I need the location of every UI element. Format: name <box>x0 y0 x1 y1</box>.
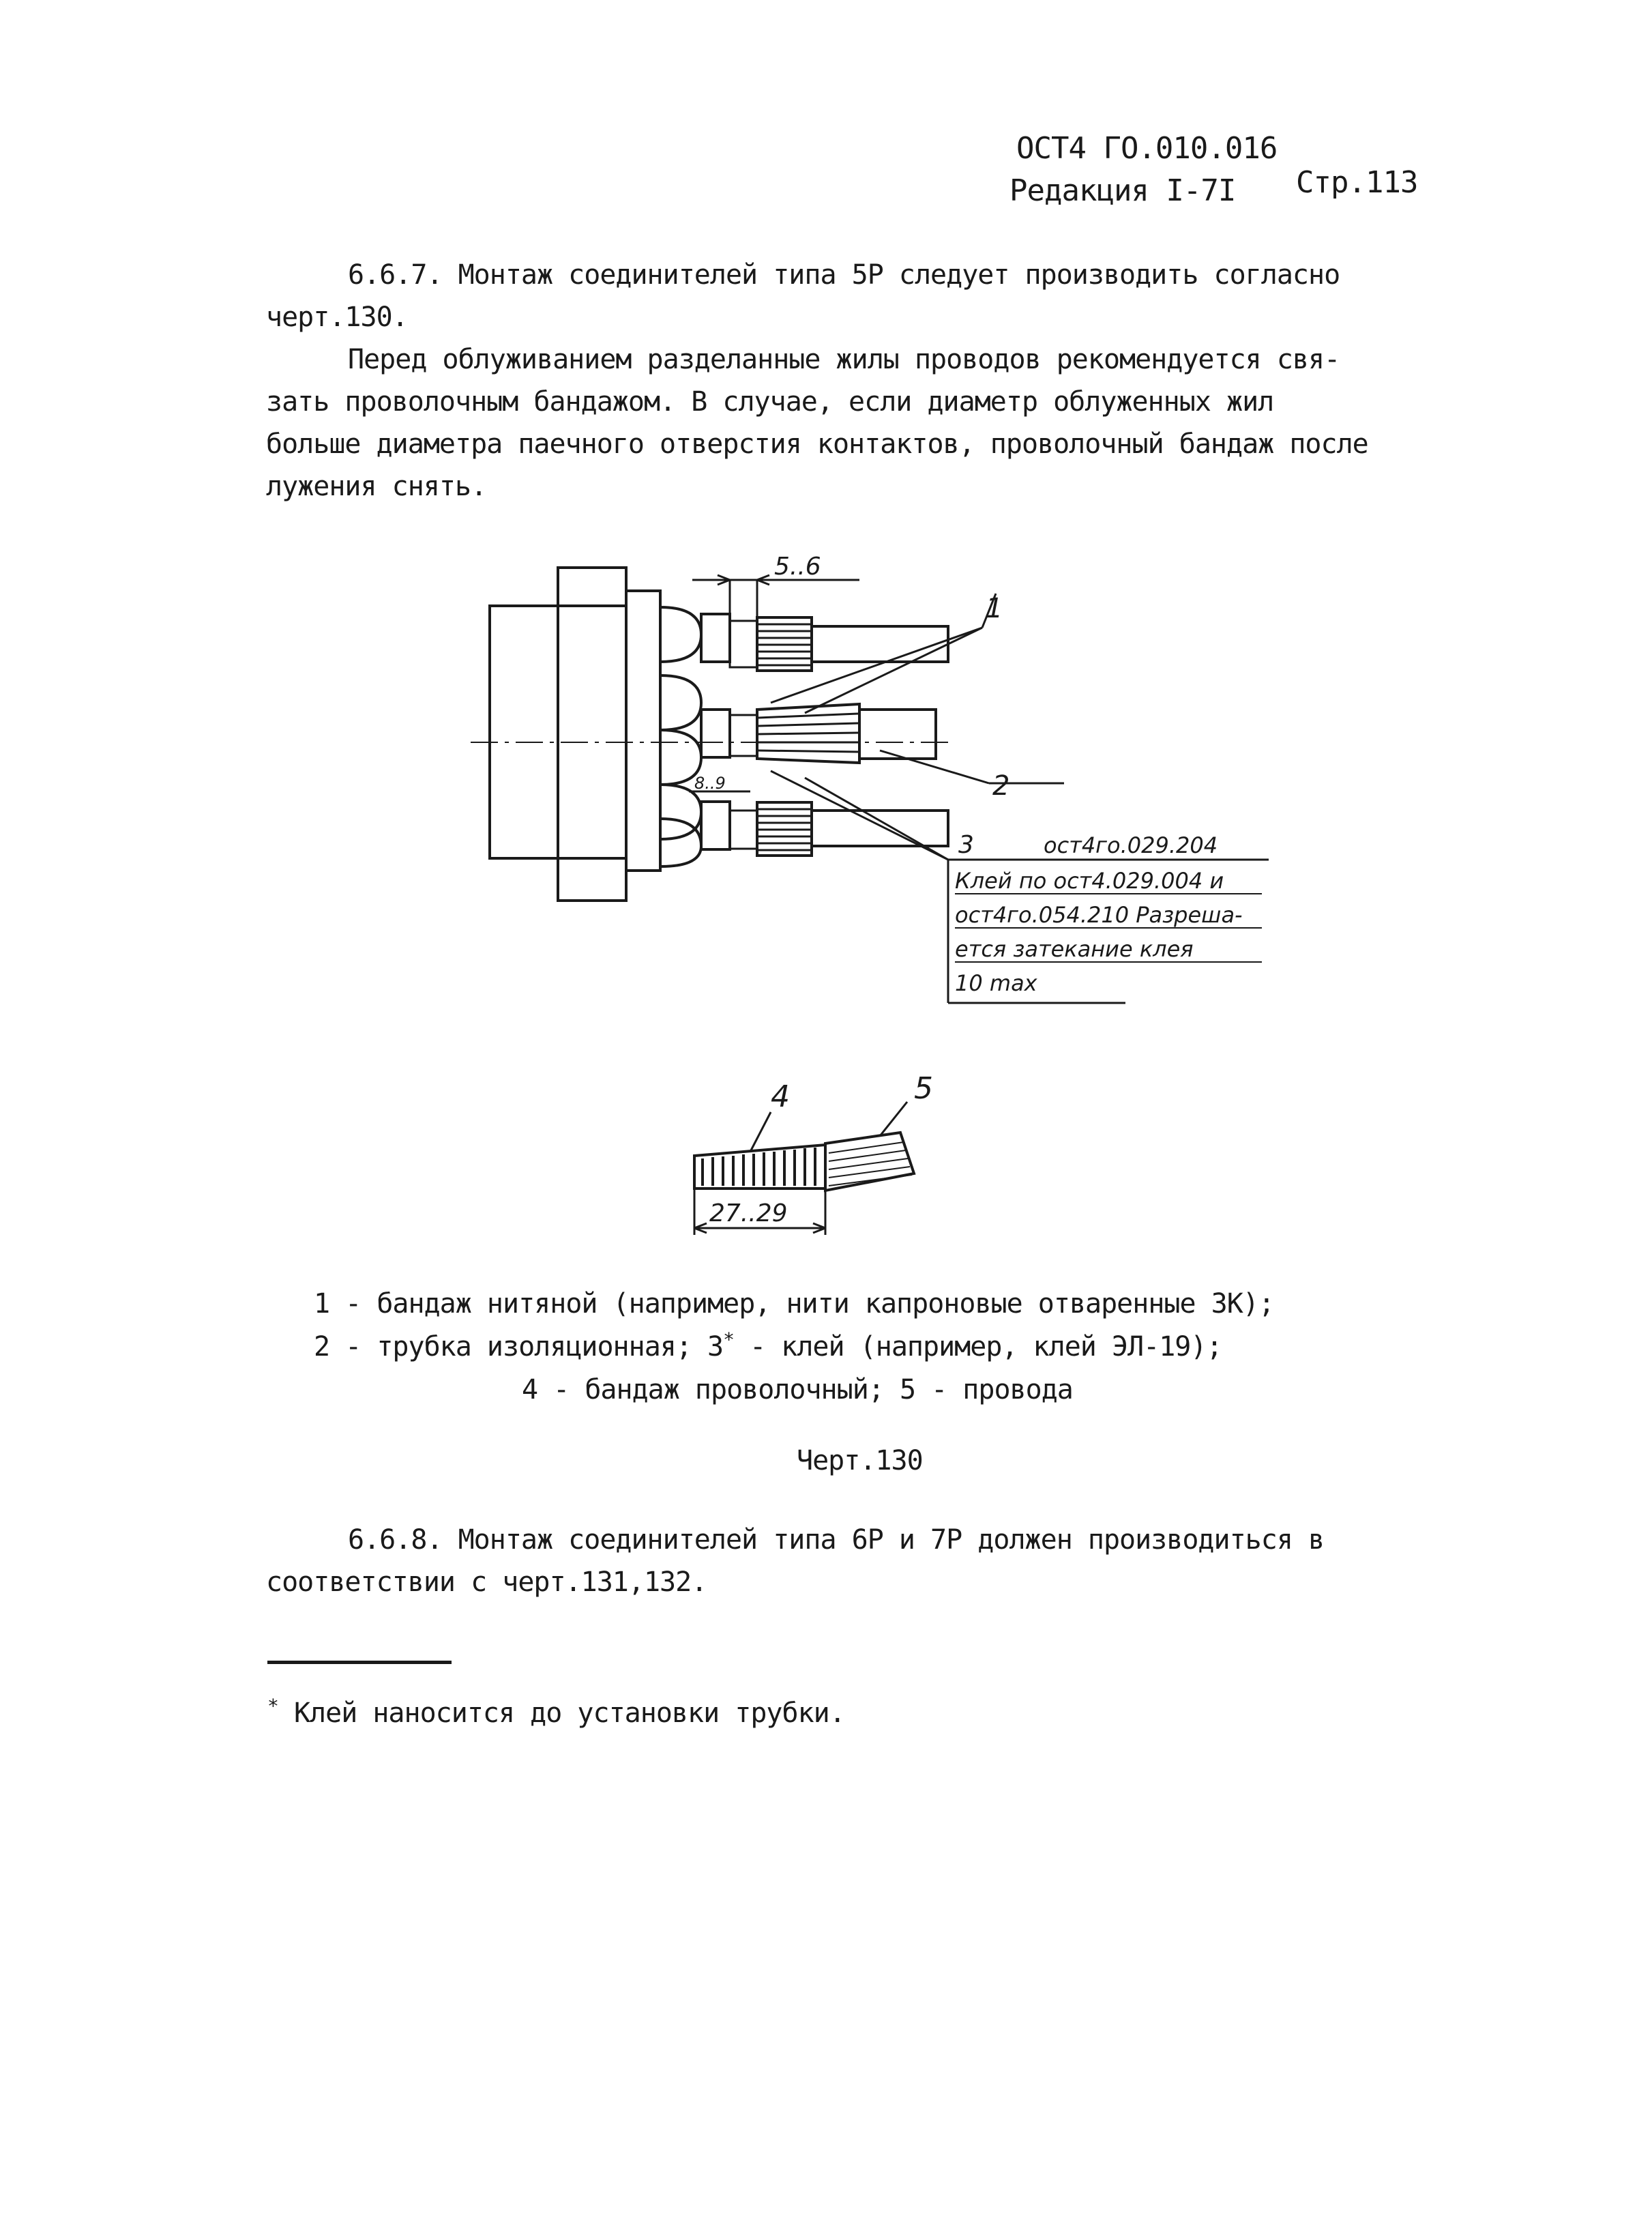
note-line: Клей по ост4.029.004 и <box>955 868 1224 894</box>
dimension-bottom: 27..29 <box>709 1199 788 1227</box>
note-line: ется затекание клея <box>955 936 1194 962</box>
connector-flange <box>558 568 626 901</box>
callout-3: 3 <box>958 831 974 859</box>
callout-2: 2 <box>992 770 1010 802</box>
connector-neck <box>626 591 660 871</box>
legend-line-2 <box>314 1326 1222 1368</box>
paragraph-line: больше диаметра паечного отверстия контактов, проволочный бандаж после <box>266 428 1368 460</box>
paragraph-line: 6.6.8. Монтаж соединителей типа 6Р и 7Р должен производиться в <box>348 1524 1325 1556</box>
footnote-marker: * <box>723 1328 734 1351</box>
paragraph-line: Перед облуживанием разделанные жилы проводов рекомендуется свя- <box>348 344 1340 375</box>
legend-line-1: 1 - бандаж нитяной (например, нити капроновые отваренные 3К); <box>314 1288 1275 1320</box>
paragraph-line: зать проволочным бандажом. В случае, если диаметр облуженных жил <box>266 386 1274 418</box>
dimension-small: 8..9 <box>694 774 726 793</box>
footnote-marker: * <box>267 1695 278 1717</box>
callout-1: 1 <box>986 593 1003 624</box>
paragraph-line: 6.6.7. Монтаж соединителей типа 5Р следует производить согласно <box>348 259 1340 291</box>
callout-5: 5 <box>914 1071 933 1106</box>
dimension-top: 5..6 <box>774 553 821 581</box>
document-code: ОСТ4 ГО.010.016 <box>1016 131 1278 166</box>
paragraph-line: черт.130. <box>266 302 408 333</box>
footnote-rule <box>267 1661 452 1664</box>
section-6-6-8 <box>266 1519 1426 1603</box>
paragraph-line: соответствии с черт.131,132. <box>266 1566 707 1598</box>
footnote-text: Клей наносится до установки трубки. <box>278 1697 845 1729</box>
paragraph-line: лужения снять. <box>266 471 487 502</box>
legend-line-2-end: - клей (например, клей ЭЛ-19); <box>734 1331 1222 1362</box>
edition-label: Редакция I-7I <box>1009 173 1236 208</box>
footnote <box>267 1692 845 1734</box>
legend-line-2-start: 2 - трубка изоляционная; 3 <box>314 1331 724 1362</box>
figure-caption: Черт.130 <box>797 1445 923 1476</box>
note-line: ост4го.029.204 <box>1044 832 1218 858</box>
legend-line-3: 4 - бандаж проволочный; 5 - провода <box>522 1374 1073 1405</box>
note-line: 10 max <box>955 970 1037 996</box>
note-line: ост4го.054.210 Разреша- <box>955 902 1243 928</box>
page-number: Стр.113 <box>1296 165 1418 200</box>
callout-4: 4 <box>771 1079 790 1114</box>
